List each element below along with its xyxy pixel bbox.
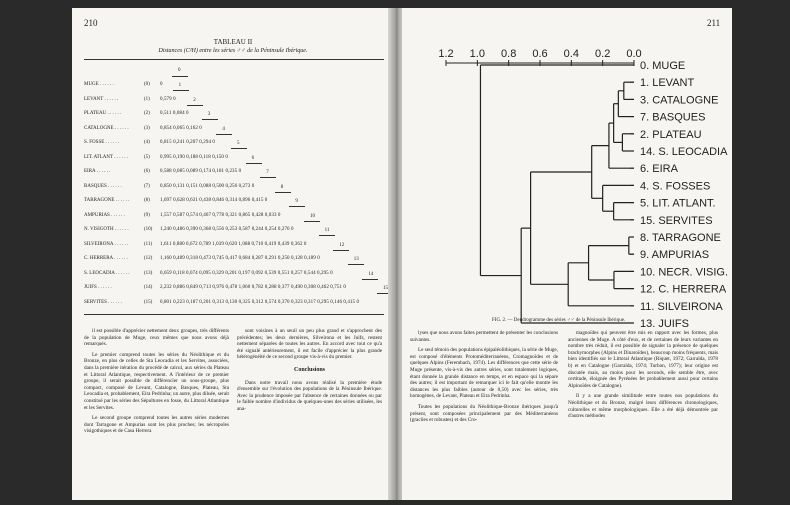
table-row bbox=[84, 111, 394, 125]
right-text-column-2 bbox=[568, 330, 718, 424]
paragraph: sont voisines à un seuil un peu plus grand et s'approchent des précédentes; les deux dernières, Silveirona et les Juifs, restent nettement séparées de toutes les autres. En accord avec tout ce qu'a été signalé antérieurement, il est facile d'apprécier la plus grande hétérogénéité de ce second groupe vis-à-vis du premier. bbox=[237, 328, 382, 361]
paragraph: Le premier comprend toutes les séries du Néolithique et du Bronze, en plus de celles de Sta Leocadia et les Servites, associées, dans la première itération du procédé de calcul, aux séries du Plateau et Littoral Atlantique, respectivement. A l'intérieur de ce premier groupe, il serait possible de différencier un sous-groupe, plus compact, composé de Levant, Catalogne, Basques, Plateau, Sta Leocadia et, probablement, Eira Pedrinha; un autre, plus diluée, serait constitué par les séries des Sépultures en fosse, du Littoral Atlantique et les Servites. bbox=[84, 351, 229, 411]
leaf-label: 3. CATALOGNE bbox=[640, 94, 719, 107]
table-row bbox=[84, 300, 394, 314]
row-values: 1,611 0,880 0,672 0,789 1,039 0,620 1,088 0,710 0,419 0,439 0,362 0 bbox=[160, 241, 307, 247]
column-marker: 14 bbox=[368, 271, 374, 277]
row-values: 1,557 0,587 0,574 0,467 0,778 0,321 0,865 0,428 0,033 0 bbox=[160, 212, 281, 218]
leaf-label: 1. LEVANT bbox=[640, 77, 695, 90]
table-title: TABLEAU II bbox=[213, 38, 253, 46]
leaf-label: 4. S. FOSSES bbox=[640, 180, 711, 193]
leaf-label: 11. SILVEIRONA bbox=[640, 300, 723, 313]
row-name: MUGE . . . . . . bbox=[84, 82, 114, 87]
paragraph: il est possible d'apprécier nettement deux groupes, très différents de la population de Muge, ceux mêmes que nous avons déjà remarqués. bbox=[84, 328, 229, 348]
table-row bbox=[84, 97, 394, 111]
row-values: 0,588 0,085 0,089 0,174 0,181 0,235 0 bbox=[160, 169, 242, 174]
row-index: (5) bbox=[144, 154, 150, 160]
axis-tick-label: 1.0 bbox=[469, 48, 485, 60]
leaf-label: 5. LIT. ATLANT. bbox=[640, 197, 716, 210]
page-number-left: 210 bbox=[84, 18, 98, 28]
text-column-2 bbox=[237, 328, 382, 417]
row-name: N. VISIGOTH . . . . . . bbox=[84, 227, 129, 232]
table-row bbox=[84, 184, 394, 198]
row-name: C. HERRERA . . . . . . bbox=[84, 256, 128, 261]
table-row bbox=[84, 155, 394, 169]
row-values: 1,697 0,628 0,631 0,438 0,846 0,314 0,896 0,415 0 bbox=[160, 198, 268, 203]
column-marker: 3 bbox=[207, 112, 211, 117]
leaf-label: 14. S. LEOCADIA bbox=[640, 146, 728, 158]
leaf-label: 15. SERVITES bbox=[640, 214, 713, 227]
paragraph: Dans notre travail nous avons réalisé la première étude d'ensemble sur l'évolution des populations de la Péninsule Ibérique. Avec la prudence imposée par l'absence de certaines données ou par le faible nombre d'individus de quelques-unes des séries utilisées, les ana- bbox=[237, 379, 382, 412]
paragraph: Il y a une grande similitude entre toutes nos populations du Néolithique et du Bronze, malgré leurs différences chronologiques, culturelles et même morphologiques. Elle a été déjà démontrée par d'autres méthodes bbox=[568, 393, 718, 420]
row-name: JUIFS . . . . . . bbox=[84, 285, 112, 290]
leaf-label: 13. JUIFS bbox=[640, 318, 689, 330]
paragraph: Le second groupe comprend toutes les autres séries modernes dont Tarragone et Ampurias sont les plus proches; les nécropoles visigothiques et de Casa Herrera bbox=[84, 415, 229, 435]
row-values: 0,579 0 bbox=[160, 96, 176, 102]
leaf-label: 2. PLATEAU bbox=[640, 128, 702, 141]
table-row bbox=[84, 213, 394, 227]
row-index: (4) bbox=[144, 140, 150, 145]
leaf-label: 7. BASQUES bbox=[640, 111, 706, 124]
row-index: (6) bbox=[144, 169, 150, 174]
row-values: 0,850 0,131 0,151 0,088 0,500 0,256 0,273 0 bbox=[160, 183, 255, 189]
conclusions-heading: Conclusions bbox=[293, 366, 325, 373]
column-marker: 12 bbox=[339, 242, 345, 248]
table-row bbox=[84, 82, 394, 96]
row-index: (15) bbox=[144, 299, 153, 305]
column-marker: 15 bbox=[383, 286, 388, 291]
row-name: BASQUES . . . . . . bbox=[84, 183, 122, 189]
leaf-label: 6. EIRA bbox=[640, 163, 678, 176]
page-number-right: 211 bbox=[707, 18, 721, 28]
column-marker-line bbox=[246, 163, 262, 164]
row-values: 1,160 0,489 0,318 0,473 0,745 0,417 0,684 0,287 0,291 0,250 0,128 0,189 0 bbox=[160, 256, 320, 261]
paragraph: Toutes les populations du Néolithique-Bronze ibériques jusqu'à présent, sont composées principalement par des Méditerranéens (graciles et robustes) et des Cro- bbox=[410, 403, 558, 424]
row-name: SILVEIRONA . . . . . . bbox=[84, 241, 129, 247]
column-marker: 7 bbox=[266, 170, 269, 175]
axis-tick-label: 0.6 bbox=[532, 48, 548, 60]
row-index: (2) bbox=[144, 111, 150, 116]
leaf-label: 8. TARRAGONE bbox=[640, 232, 721, 244]
row-index: (10) bbox=[144, 227, 153, 232]
row-name: PLATEAU . . . . . . bbox=[84, 111, 122, 116]
table-subtitle: Distances (C²H) entre les séries ♂♂ de la Péninsule Ibérique. bbox=[158, 48, 308, 54]
column-marker-line bbox=[362, 279, 378, 280]
row-name: AMPURIAS . . . . . . bbox=[84, 212, 125, 218]
row-values: 0,511 0,084 0 bbox=[160, 111, 189, 116]
column-marker-line bbox=[202, 119, 218, 120]
row-index: (3) bbox=[144, 125, 150, 131]
row-index: (9) bbox=[144, 212, 150, 218]
column-marker-line bbox=[319, 235, 335, 236]
axis-tick-label: 0.0 bbox=[626, 48, 642, 60]
row-index: (1) bbox=[144, 96, 150, 102]
column-marker-line bbox=[216, 134, 232, 135]
row-values: 0,815 0,241 0,207 0,294 0 bbox=[160, 140, 215, 145]
column-marker-line bbox=[348, 264, 364, 265]
table-row bbox=[84, 256, 394, 270]
row-values: 0 bbox=[160, 82, 163, 87]
table-row bbox=[84, 169, 394, 183]
right-page bbox=[402, 8, 732, 500]
row-index: (12) bbox=[144, 256, 153, 261]
axis-tick-label: 1.2 bbox=[438, 48, 454, 60]
row-index: (13) bbox=[144, 270, 153, 276]
column-marker-line bbox=[275, 192, 291, 193]
column-marker-line bbox=[187, 105, 203, 106]
row-index: (11) bbox=[144, 241, 153, 247]
table-row bbox=[84, 285, 394, 299]
table-rule bbox=[84, 59, 384, 60]
row-name: LEVANT . . . . . . bbox=[84, 96, 119, 102]
text-column-1 bbox=[84, 328, 229, 439]
leaf-label: 9. AMPURIAS bbox=[640, 249, 710, 262]
paragraph: magnoïdes qui peuvent être mis en rapport avec les formes, plus anciennes de Muge. A côté d'eux, et de certaines de leurs variantes en nombre très réduit, il est possible de signaler la présence de quelques brachymorphes (Alpins et Dinaroïdes), beaucoup moins fréquents, mais bien identifiés sur le Littoral Atlantique (Riquet, 1972; Garralda, 1978 b) et en Catalogne (Garralda, 1974; Turbon, 1977); leur origine est discutée mais, au moins pour les seconds, elle semble être, avec certitude, éloignée des Pyrénées fet probablement aussi pour certains Alpinoïdes de Catalogne). bbox=[568, 330, 718, 389]
column-marker: 8 bbox=[280, 184, 284, 190]
axis-tick-label: 0.8 bbox=[501, 48, 517, 60]
figure-caption: FIG. 2. — Dendrogramme des séries ♂♂ de la Péninsule Ibérique. bbox=[492, 318, 626, 323]
row-name: EIRA . . . . . . bbox=[84, 169, 111, 174]
row-name: S. FOSSE . . . . . . bbox=[84, 140, 120, 145]
column-marker: 13 bbox=[353, 257, 359, 262]
row-name: CATALOGNE . . . . . . bbox=[84, 125, 129, 131]
table-row bbox=[84, 126, 394, 140]
table-row bbox=[84, 198, 394, 212]
column-marker: 6 bbox=[251, 155, 255, 161]
column-marker-line bbox=[231, 148, 247, 149]
row-values: 0,801 0,223 0,187 0,201 0,313 0,130 0,325 0,312 0,574 0,370 0,323 0,317 0,295 0,146 0,415 0 bbox=[160, 299, 360, 305]
right-text-column-1 bbox=[410, 330, 558, 428]
column-marker-line bbox=[173, 90, 189, 91]
column-marker-line bbox=[260, 177, 276, 178]
column-marker-line bbox=[333, 250, 349, 251]
row-values: 0,854 0,065 0,162 0 bbox=[160, 125, 202, 131]
column-marker: 1 bbox=[178, 83, 182, 88]
axis-tick-label: 0.2 bbox=[595, 48, 611, 60]
row-name: LIT. ATLANT . . . . . . bbox=[84, 154, 128, 160]
column-marker: 2 bbox=[193, 97, 196, 103]
table-row bbox=[84, 227, 394, 241]
table-row bbox=[84, 271, 394, 285]
table-header-line bbox=[172, 76, 188, 77]
table-header-zero: 0 bbox=[178, 68, 181, 73]
axis-tick-label: 0.4 bbox=[563, 48, 579, 60]
row-index: (0) bbox=[144, 82, 150, 87]
column-marker: 5 bbox=[237, 141, 240, 146]
row-name: S. LEOCADIA . . . . . . bbox=[84, 270, 130, 276]
row-index: (8) bbox=[144, 198, 150, 203]
leaf-label: 10. NECR. VISIG. bbox=[640, 266, 729, 279]
column-marker: 11 bbox=[324, 228, 330, 233]
row-values: 0,659 0,118 0,074 0,095 0,329 0,201 0,197 0,092 0,539 0,551 0,257 0,544 0,295 0 bbox=[160, 270, 333, 276]
row-values: 2,232 0,886 0,849 0,713 0,976 0,478 1,060 0,782 0,288 0,377 0,490 0,308 0,462 0,751 0 bbox=[160, 285, 346, 290]
table-rule-bottom bbox=[84, 314, 384, 315]
paragraph: lyses que nous avons faites permettent de présenter les conclusions suivantes. bbox=[410, 330, 558, 343]
row-index: (7) bbox=[144, 183, 150, 189]
row-name: TARRAGONE . . . . . . bbox=[84, 198, 130, 203]
leaf-label: 12. C. HERRERA bbox=[640, 283, 727, 296]
row-name: SERVITES . . . . . . bbox=[84, 299, 122, 305]
row-values: 1,240 0,486 0,390 0,368 0,556 0,253 0,587 0,244 0,254 0,276 0 bbox=[160, 227, 294, 232]
table-row bbox=[84, 242, 394, 256]
row-index: (14) bbox=[144, 285, 153, 290]
column-marker: 9 bbox=[295, 199, 298, 204]
row-values: 0,995 0,190 0,188 0,118 0,150 0 bbox=[160, 154, 228, 160]
paragraph: Le seul témoin des populations épipaléolithiques, la série de Muge, est composé d'éléments Protoméditerranéens, Cromagnoïdes et de quelques Alpins (Ferembach, 1974). Les différences que cette série de Muge présente, vis-à-vis des autres séries, sont totalement logiques, étant donnée la grande distance en temps, et en espace qui la sépare des autres; il est important de remarquer ici le fait qu'elle montre les distances les plus faibles (autour de 0,50) avec les séries, très homogènes, de Levant, Plateau et Eira Pedrinha. bbox=[410, 347, 558, 400]
left-page bbox=[72, 8, 394, 500]
leaf-label: 0. MUGE bbox=[640, 60, 686, 72]
column-marker-line bbox=[289, 206, 305, 207]
column-marker-line bbox=[304, 221, 320, 222]
column-marker: 10 bbox=[310, 213, 315, 219]
column-marker: 4 bbox=[222, 126, 225, 132]
